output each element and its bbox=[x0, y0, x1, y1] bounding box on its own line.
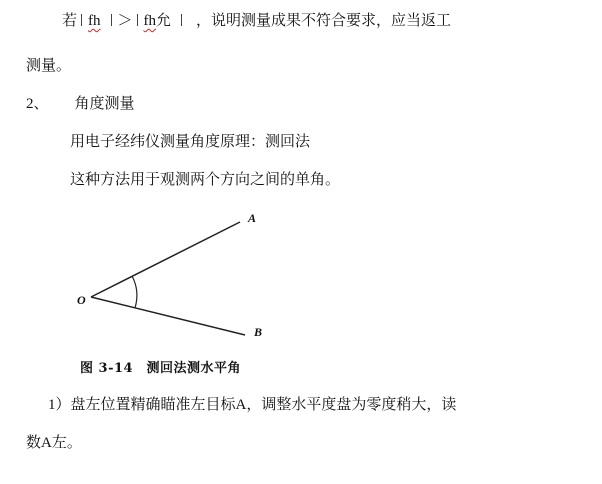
fh-symbol-1: fh bbox=[88, 13, 101, 29]
section-number: 2、 bbox=[26, 96, 49, 112]
paragraph-1-line-1 bbox=[62, 10, 451, 31]
step-cont-2: 左。 bbox=[51, 433, 82, 451]
step-cont-1: 数 bbox=[26, 433, 42, 451]
text-prefix: 若 bbox=[62, 11, 78, 29]
greater-than-sign: ＞ bbox=[117, 11, 133, 29]
section-title: 角度测量 bbox=[74, 94, 135, 112]
label-o: O bbox=[77, 293, 86, 307]
step-text-2: ，调整水平度盘为零度稍大，读 bbox=[246, 395, 457, 413]
angle-arc bbox=[132, 276, 137, 308]
abs-bar bbox=[181, 14, 182, 26]
principle-line bbox=[70, 131, 310, 151]
angle-diagram bbox=[70, 205, 280, 345]
ray-ob bbox=[91, 297, 245, 335]
label-b: B bbox=[254, 325, 263, 339]
principle-text: 用电子经纬仪测量角度原理：测回法 bbox=[70, 132, 311, 150]
section-heading bbox=[26, 93, 135, 114]
text-suffix: ，说明测量成果不符合要求，应当返工 bbox=[196, 11, 452, 29]
target-a: A bbox=[235, 397, 247, 413]
abs-bar bbox=[137, 14, 138, 26]
label-a: A bbox=[248, 211, 257, 225]
abs-bar bbox=[111, 14, 112, 26]
text-allowed: 允 bbox=[156, 11, 172, 29]
figure-caption: 图 3-14 测回法测水平角 bbox=[80, 361, 242, 376]
usage-line bbox=[70, 169, 340, 189]
step-number: 1） bbox=[48, 397, 71, 413]
usage-text: 这种方法用于观测两个方向之间的单角。 bbox=[70, 170, 341, 188]
step-text-1: 盘左位置精确瞄准左目标 bbox=[70, 395, 236, 413]
paragraph-1-line-2 bbox=[26, 55, 71, 75]
fh-symbol-2: fh bbox=[143, 13, 157, 29]
reading-a: A bbox=[41, 435, 52, 451]
ray-oa bbox=[91, 222, 240, 297]
step-1-line-2 bbox=[26, 432, 82, 453]
abs-bar bbox=[81, 14, 82, 26]
text-continuation: 测量。 bbox=[26, 56, 72, 74]
step-1-line-1 bbox=[48, 394, 456, 415]
